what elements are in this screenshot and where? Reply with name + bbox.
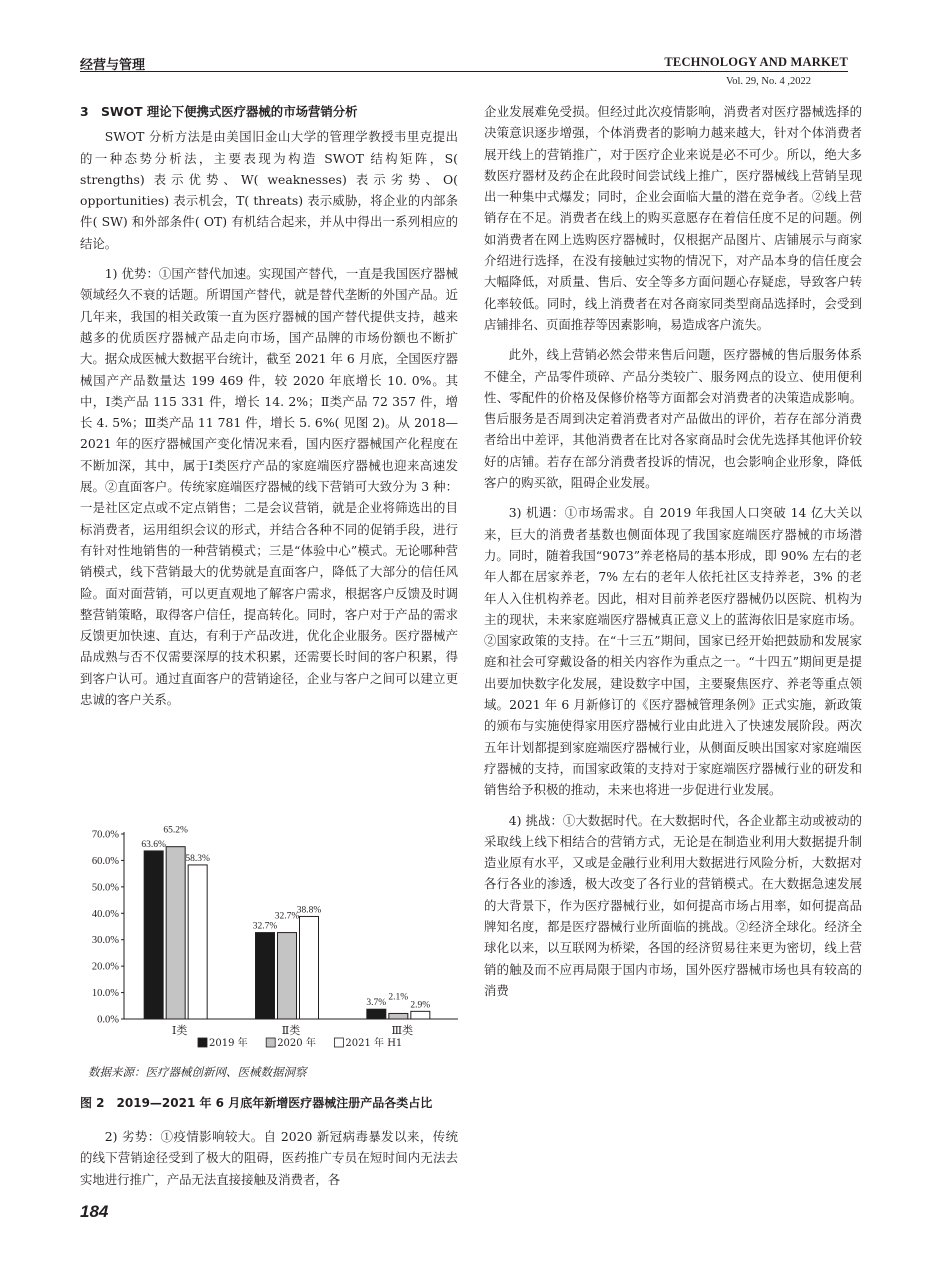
y-tick-label: 60.0% [91,855,119,867]
left-column [80,101,458,710]
data-label: 65.2% [163,825,188,836]
running-header [80,50,848,72]
legend-swatch [198,1038,207,1047]
volume-info: Vol. 29, No. 4 ,2022 [726,76,811,87]
bar [389,1013,408,1019]
y-tick-label: 50.0% [91,882,119,894]
page-number: 184 [80,1202,109,1221]
data-label: 58.3% [185,853,210,864]
bar [144,851,163,1019]
bar [188,865,207,1019]
data-label: 38.8% [296,905,322,916]
journal-name: TECHNOLOGY AND MARKET [664,55,848,69]
paragraph: SWOT 分析方法是由美国旧金山大学的管理学教授韦里克提出的一种态势分析法，主要表现为构造 SWOT 结构矩阵，S( strengths) 表示优势、W( weaknesses) 表示劣势、O( opportunities) 表示机会，T( threats) 表示威胁，将企业的内部条件( SW) 和外部条件( OT) 有机结合起来，并从中得出一系列相应的结论。 [80,129,458,251]
data-label: 2.9% [410,1000,431,1011]
right-column [484,101,862,1001]
bar [278,933,297,1019]
section-title: 3 SWOT 理论下便携式医疗器械的市场营销分析 [80,104,358,119]
data-label: 63.6% [141,839,166,850]
bar [166,847,185,1019]
paragraph: 企业发展难免受损。但经过此次疫情影响，消费者对医疗器械选择的决策意识逐步增强，个体消费者的影响力越来越大，针对个体消费者展开线上的营销推广，对于医疗企业来说是必不可少。所以，绝大多数医疗器材及药企在此段时间尝试线上推广，医疗器械线上营销呈现出一种集中式爆发；同时，企业会面临大量的潜在竞争者。②线上营销存在不足。消费者在线上的购买意愿存在着信任度不足的问题。例如消费者在网上选购医疗器械时，仅根据产品图片、店铺展示与商家介绍进行选择，在没有接触过实物的情况下，对产品本身的信任度会大幅降低，对质量、售后、安全等多方面问题心存疑虑，导致客户转化率较低。同时，线上消费者在对各商家同类型商品选择时，会受到店铺排名、页面推荐等因素影响，易造成客户流失。 [484,104,862,332]
header-rule [80,71,848,72]
bar [411,1011,430,1019]
x-tick-label: Ⅱ类 [281,1024,301,1037]
paragraph: 4) 挑战：①大数据时代。在大数据时代，各企业都主动或被动的采取线上线下相结合的营销方式，无论是在制造业利用大数据提升制造业原有水平，又或是金融行业利用大数据进行风险分析，大数据对各行各业的渗透，极大改变了各行业的营销模式。在大数据急速发展的大背景下，作为医疗器械行业，如何提高市场占用率，如何提高品牌知名度，都是医疗器械行业所面临的挑战。②经济全球化。经济全球化以来，以互联网为桥梁，各国的经济贸易往来更为密切，线上营销的触及而不应再局限于国内市场，国外医疗器械市场也具有较高的消费 [484,812,862,998]
y-tick-label: 30.0% [91,935,119,947]
bar-chart [80,822,460,1062]
y-tick-label: 70.0% [91,829,119,841]
legend-swatch [334,1038,343,1047]
y-tick-label: 0.0% [97,1014,119,1026]
legend-label: 2021 年 H1 [345,1038,403,1049]
y-tick-label: 40.0% [91,908,119,920]
x-tick-label: Ⅰ类 [171,1024,188,1037]
left-column-bottom [80,1126,458,1190]
journal-section: 经营与管理 [80,58,146,73]
legend-label: 2019 年 [209,1038,248,1049]
x-tick-label: Ⅲ类 [391,1024,414,1037]
paragraph: 1) 优势：①国产替代加速。实现国产替代，一直是我国医疗器械领域经久不衰的话题。所谓国产替代，就是替代垄断的外国产品。近几年来，我国的相关政策一直为医疗器械的国产替代提供支持，越来越多的优质医疗器械产品走向市场，国产品牌的市场份额也不断扩大。据众成医械大数据平台统计，截至 2021 年 6 月底，全国医疗器械国产产品数量达 199 469 件，较 2020 年底增长 10. 0%。其中，Ⅰ类产品 115 331 件，增长 14. 2%；Ⅱ类产品 72 357 件，增长 4. 5%；Ⅲ类产品 11 781 件，增长 5. 6%( 见图 2)。从 2018—2021 年的医疗器械国产变化情况来看，国内医疗器械国产化程度在不断加深，其中，属于Ⅰ类医疗产品的家庭端医疗器械也迎来高速发展。②直面客户。传统家庭端医疗器械的线下营销可大致分为 3 种：一是社区定点或不定点销售；二是会议营销，就是企业将筛选出的目标消费者，运用组织会议的形式，并结合各种不同的促销手段，进行有针对性地销售的一种营销模式；三是“体验中心”模式。无论哪种营销模式，线下营销最大的优势就是直面客户，降低了大部分的信任风险。面对面营销，可以更直观地了解客户需求，根据客户反馈及时调整营销策略，取得客户信任，提高转化。同时，客户对于产品的需求反馈更加快速、直达，有利于产品改进，优化企业服务。医疗器械产品成熟与否不仅需要深厚的技术积累，还需要长时间的客户积累，得到客户认可。通过直面客户的营销途径，企业与客户之间可以建立更忠诚的客户关系。 [80,266,458,708]
bar [300,916,319,1019]
bar [256,933,275,1019]
paragraph: 2) 劣势：①疫情影响较大。自 2020 新冠病毒暴发以来，传统的线下营销途径受到了极大的阻碍，医药推广专员在短时间内无法去实地进行推广，产品无法直接接触及消费者，各 [80,1129,458,1187]
figure-caption: 图 2 2019—2021 年 6 月底年新增医疗器械注册产品各类占比 [80,1096,433,1110]
data-label: 32.7% [252,921,278,932]
y-tick-label: 10.0% [91,988,119,1000]
data-label: 32.7% [274,911,300,922]
legend-label: 2020 年 [277,1038,316,1049]
legend-swatch [266,1038,275,1047]
paragraph: 此外，线上营销必然会带来售后问题，医疗器械的售后服务体系不健全，产品零件琐碎、产品分类较广、服务网点的设立、使用便利性、零配件的价格及保修价格等方面都会对消费者的决策造成影响。售后服务是否周到决定着消费者对产品做出的评价，若存在部分消费者给出中差评，其他消费者在比对各家商品时会优先选择其他评价较好的店铺。若存在部分消费者投诉的情况，也会影响企业形象，降低客户的购买欲，阻碍企业发展。 [484,347,862,491]
figure-source: 数据来源：医疗器械创新网、医械数据洞察 [88,1065,307,1079]
data-label: 3.7% [366,998,387,1009]
data-label: 2.1% [388,992,409,1003]
bar [367,1009,386,1019]
y-tick-label: 20.0% [91,961,119,973]
paragraph: 3) 机遇：①市场需求。自 2019 年我国人口突破 14 亿大关以来，巨大的消费者基数也侧面体现了我国家庭端医疗器械的市场潜力。同时，随着我国“9073”养老格局的基本形成，即 90% 左右的老年人都在居家养老，7% 左右的老年人依托社区支持养老，3% 的老年人入住机构养老。因此，相对目前养老医疗器械仍以医院、机构为主的现状，未来家庭端医疗器械真正意义上的蓝海依旧是家庭市场。②国家政策的支持。在“十三五”期间，国家已经开始把鼓励和发展家庭和社会可穿戴设备的相关内容作为重点之一。“十四五”期间更是提出要加快数字化发展，建设数字中国，主要聚焦医疗、养老等重点领域。2021 年 6 月新修订的《医疗器械管理条例》正式实施，新政策的颁布与实施使得家用医疗器械行业由此进入了快速发展阶段。两次五年计划都提到家庭端医疗器械行业，从侧面反映出国家对家庭端医疗器械的支持，而国家政策的支持对于家庭端医疗器械行业的研发和销售给予积极的推动，未来也将进一步促进行业发展。 [484,505,862,798]
